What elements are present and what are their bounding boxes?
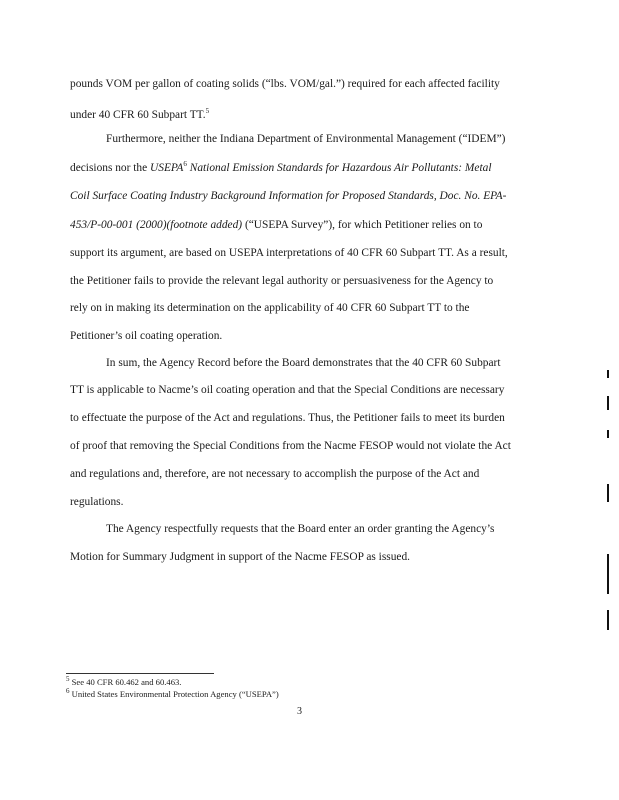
body-line: to effectuate the purpose of the Act and regulations. Thus, the Petitioner fails to meet its burden: [70, 412, 505, 424]
footnote-6: $^6$ United States Environmental Protection Agency (“USEPA”): [66, 687, 279, 699]
body-line: support its argument, are based on USEPA interpretations of 40 CFR 60 Subpart TT. As a result,: [70, 247, 508, 259]
body-line: The Agency respectfully requests that the Board enter an order granting the Agency’s: [106, 523, 495, 535]
margin-mark: [607, 430, 609, 438]
margin-mark: [607, 610, 609, 630]
body-line: Motion for Summary Judgment in support of the Nacme FESOP as issued.: [70, 551, 411, 563]
body-line: and regulations and, therefore, are not necessary to accomplish the purpose of the Act and: [70, 468, 480, 480]
body-line: 453/P-00-001 (2000)(footnote added) (“USEPA Survey”), for which Petitioner relies on to: [70, 219, 483, 231]
body-line: TT is applicable to Nacme’s oil coating operation and that the Special Conditions are necessary: [70, 384, 505, 396]
footnote-ref-6: 6: [183, 160, 187, 169]
margin-mark: [607, 484, 609, 502]
footnote-ref-5: 5: [205, 107, 210, 116]
body-line: regulations.: [70, 496, 124, 508]
body-line: pounds VOM per gallon of coating solids (“lbs. VOM/gal.”) required for each affected facility: [70, 78, 500, 90]
footnote-divider: [66, 673, 214, 674]
body-line: Furthermore, neither the Indiana Department of Environmental Management (“IDEM”): [106, 133, 506, 145]
body-line: of proof that removing the Special Conditions from the Nacme FESOP would not violate the Act: [70, 440, 511, 452]
margin-mark: [607, 370, 609, 378]
page-number: 3: [297, 706, 302, 717]
margin-mark: [607, 396, 609, 410]
body-line: rely on in making its determination on the applicability of 40 CFR 60 Subpart TT to the: [70, 302, 470, 314]
body-line: Coil Surface Coating Industry Background Information for Proposed Standards, Doc. No. EPA-: [70, 190, 507, 202]
body-line: In sum, the Agency Record before the Board demonstrates that the 40 CFR 60 Subpart: [106, 357, 501, 369]
body-line: under 40 CFR 60 Subpart TT.$^5$: [70, 107, 210, 121]
body-line: the Petitioner fails to provide the relevant legal authority or persuasiveness for the Agency to: [70, 275, 494, 287]
footnote-5: $^5$ See 40 CFR 60.462 and 60.463.: [66, 675, 182, 687]
body-line: Petitioner’s oil coating operation.: [70, 330, 223, 342]
margin-mark: [607, 554, 609, 594]
body-line: decisions nor the USEPA$^6$ National Emission Standards for Hazardous Air Pollutants: Metal: [70, 160, 492, 174]
